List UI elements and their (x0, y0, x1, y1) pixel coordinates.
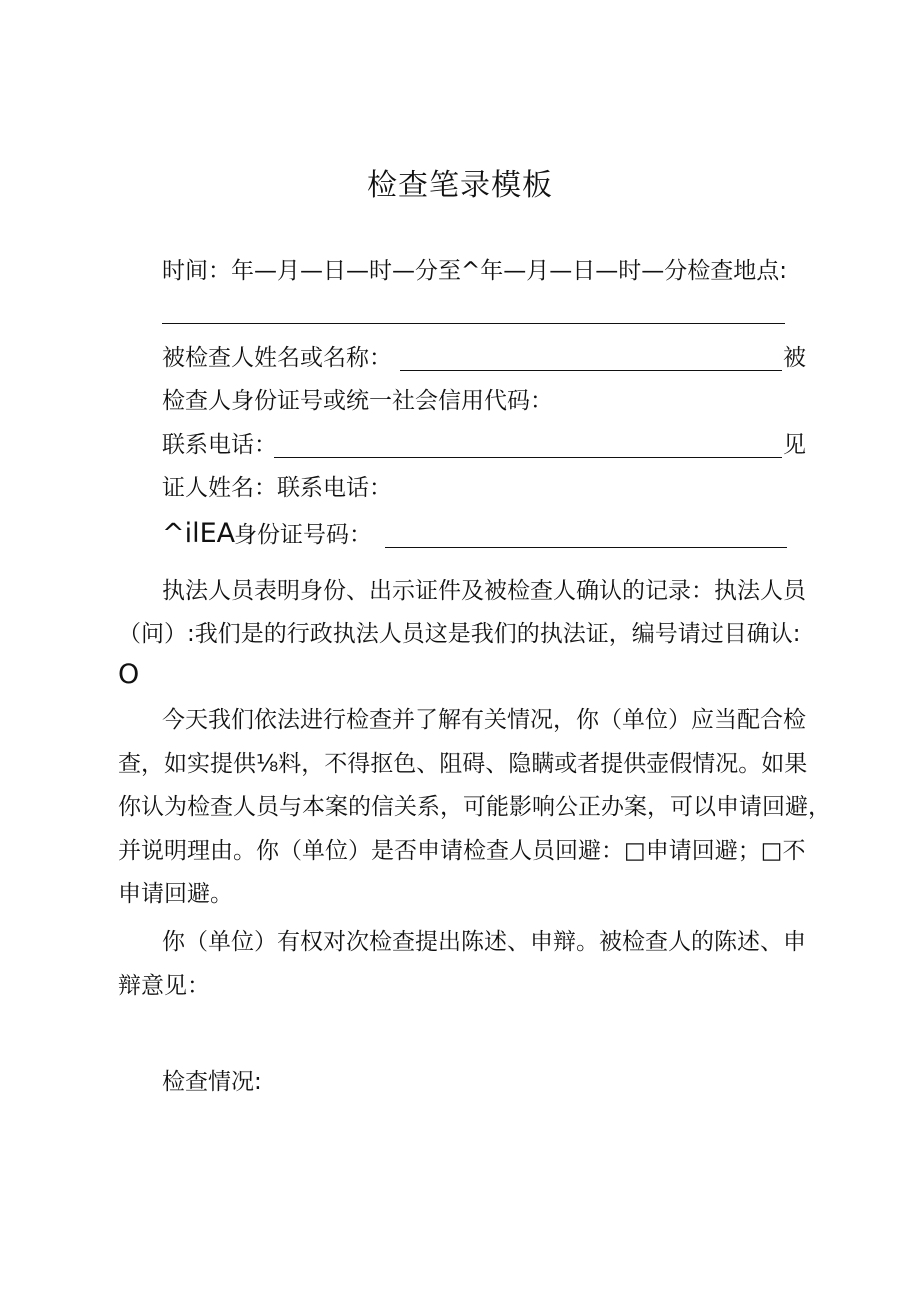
identity-line-1: 执法人员表明身份、出示证件及被检查人确认的记录：执法人员 (162, 578, 806, 604)
statement-line-2: 辩意见： (118, 973, 210, 999)
witness-label: 证人姓名：联系电话： (162, 475, 392, 501)
notice-line-3: 你认为检查人员与本案的信关系，可能影响公正办案，可以申请回避， (118, 794, 831, 820)
location-blank[interactable] (162, 323, 785, 324)
document-title: 检查笔录模板 (367, 168, 553, 203)
inspected-name-label: 被检查人姓名或名称： (162, 345, 392, 371)
phone-blank[interactable] (274, 457, 782, 458)
identity-line-2: （问）:我们是的行政执法人员这是我们的执法证，编号请过目确认: (118, 621, 801, 647)
notice-line-1: 今天我们依法进行检查并了解有关情况，你（单位）应当配合检 (162, 707, 806, 733)
witness-id-label: 身份证号码： (234, 522, 372, 548)
inspected-name-tail: 被 (783, 345, 806, 371)
time-location-line: 时间：年—月—日—时—分至^年—月—日—时—分检查地点: (162, 258, 788, 284)
notice-line-4: 并说明理由。你（单位）是否申请检查人员回避：□申请回避；□不 (118, 838, 806, 864)
inspection-label: 检查情况: (162, 1069, 262, 1095)
inspected-name-blank[interactable] (400, 370, 782, 371)
id-code-label: 检查人身份证号或统一社会信用代码： (162, 388, 553, 414)
notice-line-5: 申请回避。 (118, 881, 233, 907)
witness-id-blank[interactable] (385, 547, 787, 548)
witness-id-prefix: ^ilEA (162, 518, 236, 549)
phone-label: 联系电话： (162, 432, 277, 458)
notice-line-2: 查，如实提供⅛料，不得抠色、阻碍、隐瞒或者提供壶假情况。如果 (118, 751, 808, 777)
phone-tail: 见 (783, 432, 806, 458)
identity-line-3: O (118, 659, 140, 690)
statement-line-1: 你（单位）有权对次检查提出陈述、申辩。被检查人的陈述、申 (162, 929, 806, 955)
